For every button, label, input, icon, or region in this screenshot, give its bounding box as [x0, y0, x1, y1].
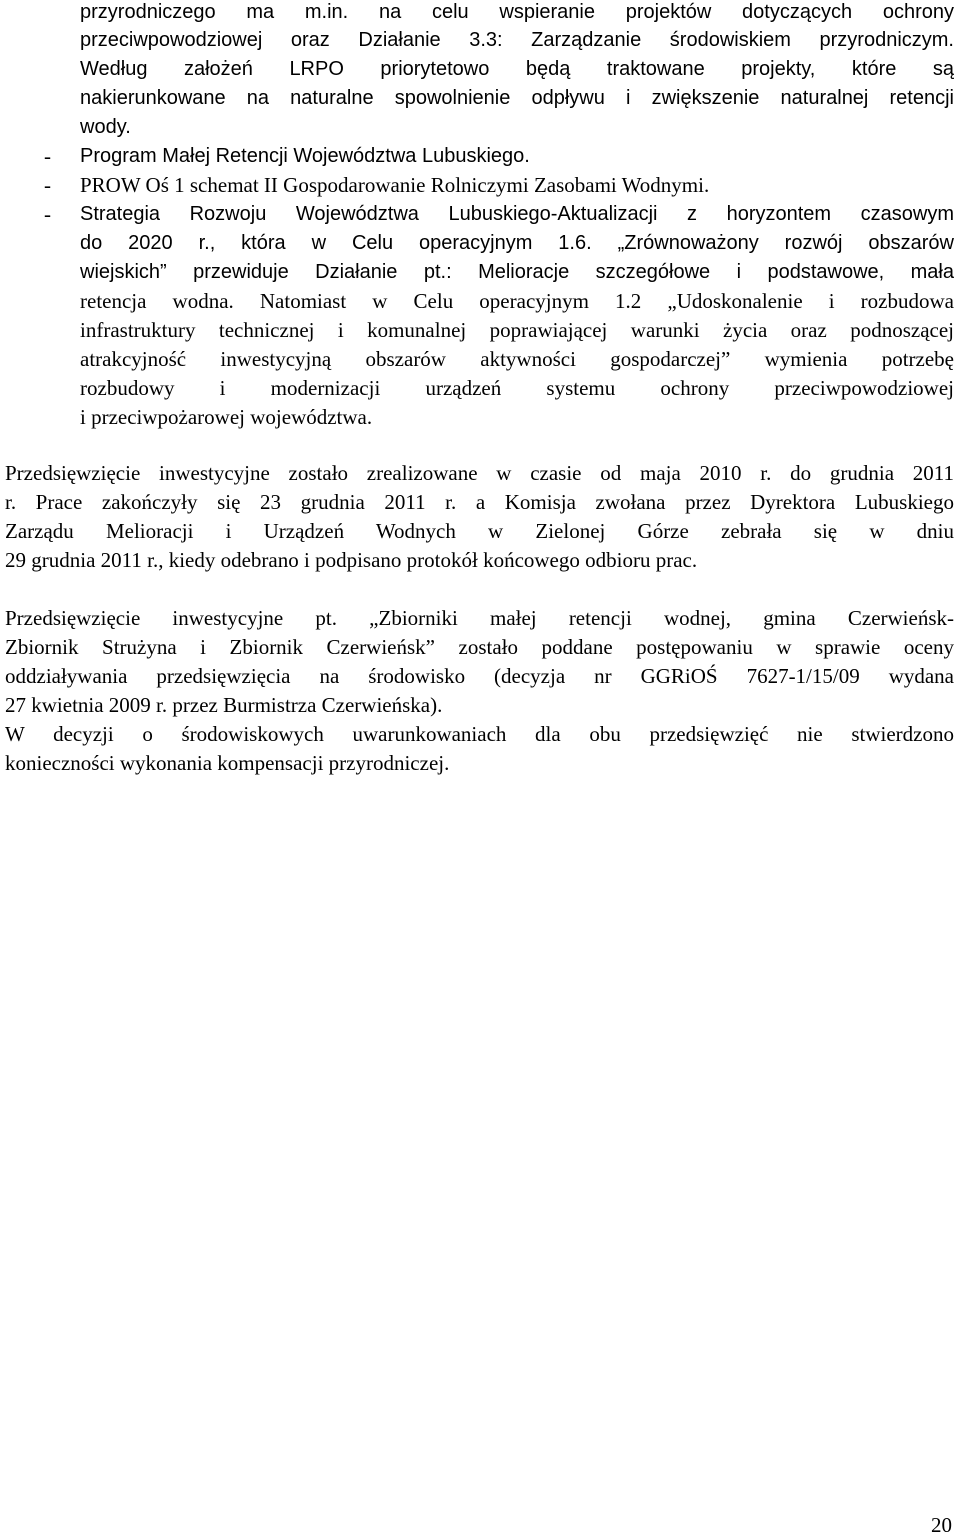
text-line: wody.: [80, 116, 131, 138]
text-line: przyrodniczego ma m.in. na celu wspieranie projektów dotyczących ochrony: [80, 1, 954, 23]
text-line: Przedsięwzięcie inwestycyjne zostało zrealizowane w czasie od maja 2010 r. do grudnia 2011: [5, 461, 954, 485]
text-line: atrakcyjność inwestycyjną obszarów aktywności gospodarczej” wymienia potrzebę: [80, 347, 954, 371]
bullet-dash: -: [44, 144, 51, 168]
text-line: rozbudowy i modernizacji urządzeń systemu ochrony przeciwpowodziowej: [80, 376, 954, 400]
list-item-text: PROW Oś 1 schemat II Gospodarowanie Rolniczymi Zasobami Wodnymi.: [80, 173, 710, 197]
text-line: 27 kwietnia 2009 r. przez Burmistrza Czerwieńska).: [5, 693, 443, 717]
text-line: infrastruktury technicznej i komunalnej poprawiającej warunki życia oraz podnoszącej: [80, 318, 954, 342]
text-line: retencja wodna. Natomiast w Celu operacyjnym 1.2 „Udoskonalenie i rozbudowa: [80, 289, 954, 313]
list-item-text: Program Małej Retencji Województwa Lubuskiego.: [80, 145, 530, 167]
text-line: Zarządu Melioracji i Urządzeń Wodnych w Zielonej Górze zebrała się w dniu: [5, 519, 954, 543]
text-line: Strategia Rozwoju Województwa Lubuskiego-Aktualizacji z horyzontem czasowym: [80, 203, 954, 225]
text-line: wiejskich” przewiduje Działanie pt.: Melioracje szczegółowe i podstawowe, mała: [80, 261, 954, 283]
text-line: 29 grudnia 2011 r., kiedy odebrano i podpisano protokół końcowego odbioru prac.: [5, 548, 698, 572]
text-line: i przeciwpożarowej województwa.: [80, 405, 373, 429]
text-line: przeciwpowodziowej oraz Działanie 3.3: Zarządzanie środowiskiem przyrodniczym.: [80, 29, 954, 51]
text-line: Według założeń LRPO priorytetowo będą traktowane projekty, które są: [80, 58, 954, 80]
text-line: r. Prace zakończyły się 23 grudnia 2011 r. a Komisja zwołana przez Dyrektora Lubuskiego: [5, 490, 954, 514]
text-line: konieczności wykonania kompensacji przyrodniczej.: [5, 751, 450, 775]
text-line: W decyzji o środowiskowych uwarunkowaniach dla obu przedsięwzięć nie stwierdzono: [5, 722, 954, 746]
text-line: Przedsięwzięcie inwestycyjne pt. „Zbiorniki małej retencji wodnej, gmina Czerwieńsk-: [5, 606, 954, 630]
bullet-dash: -: [44, 173, 51, 197]
text-line: oddziaływania przedsięwzięcia na środowisko (decyzja nr GGRiOŚ 7627-1/15/09 wydana: [5, 664, 954, 688]
page-number: 20: [931, 1513, 952, 1537]
bullet-dash: -: [44, 202, 51, 226]
text-line: nakierunkowane na naturalne spowolnienie odpływu i zwiększenie naturalnej retencji: [80, 87, 954, 109]
text-line: Zbiornik Strużyna i Zbiornik Czerwieńsk” zostało poddane postępowaniu w sprawie oceny: [5, 635, 954, 659]
text-line: do 2020 r., która w Celu operacyjnym 1.6. „Zrównoważony rozwój obszarów: [80, 232, 954, 254]
